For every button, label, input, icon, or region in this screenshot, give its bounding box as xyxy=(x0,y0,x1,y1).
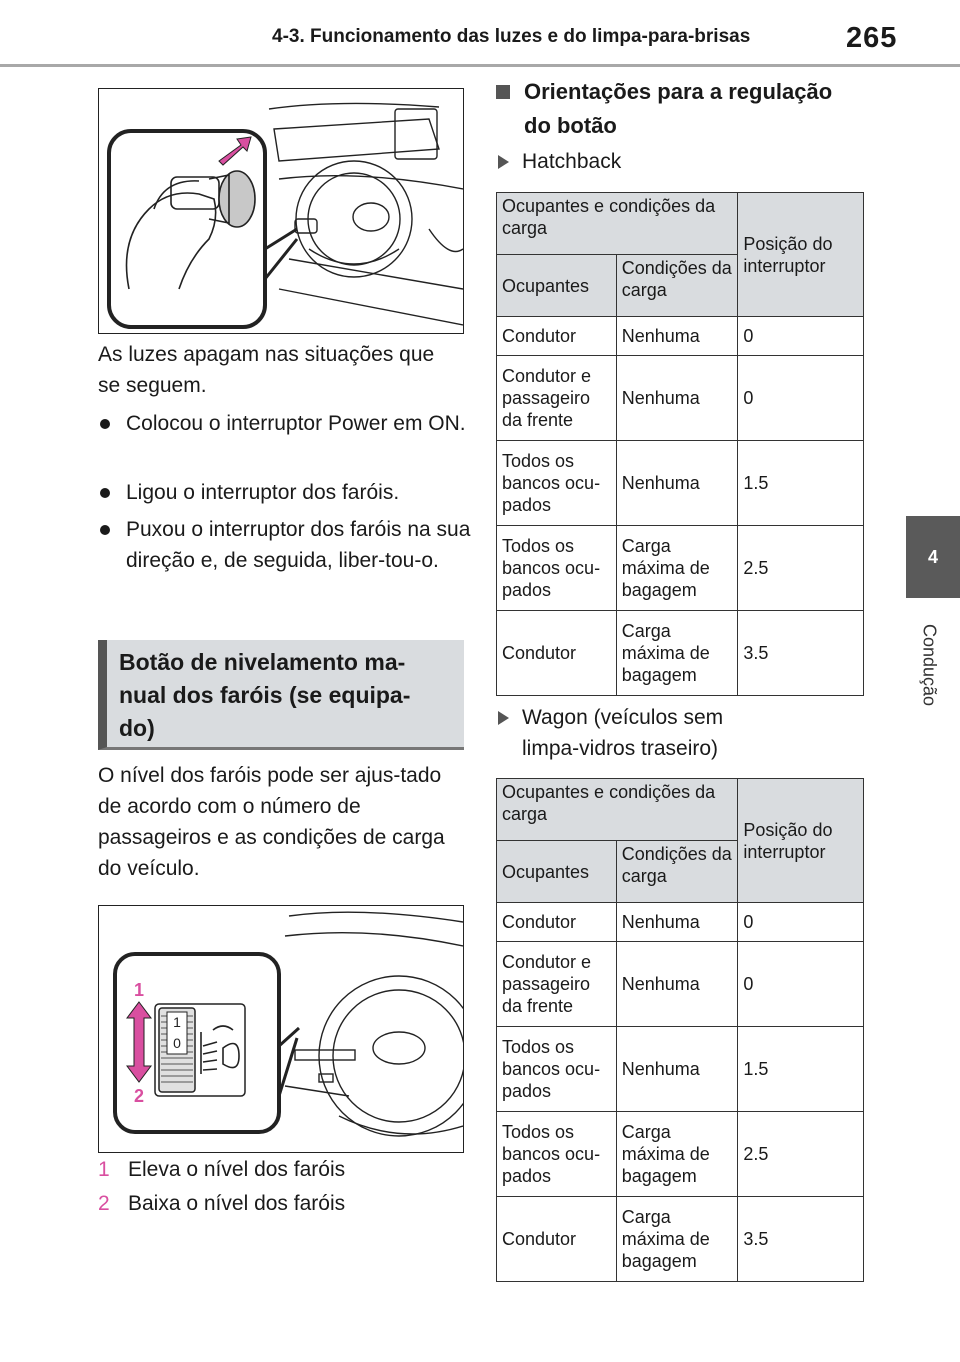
list-item: Ligou o interruptor dos faróis. xyxy=(100,477,482,508)
table-row: Condutor Carga máxima de bagagem 3.5 xyxy=(497,611,864,696)
table-row: Condutor Carga máxima de bagagem 3.5 xyxy=(497,1197,864,1282)
table-row: Todos os bancos ocu-pados Nenhuma 1.5 xyxy=(497,441,864,526)
table-row: Condutor Nenhuma 0 xyxy=(497,317,864,356)
label-up: 1 xyxy=(133,980,145,1000)
table-row: Todos os bancos ocu-pados Carga máxima de bagagem 2.5 xyxy=(497,1112,864,1197)
table-header: Ocupantes e condições da carga xyxy=(497,193,738,255)
section-title: 4-3. Funcionamento das luzes e do limpa-para-brisas xyxy=(272,26,751,47)
leveling-dial-figure xyxy=(98,905,464,1153)
bullet-icon xyxy=(100,419,110,429)
section-heading: Botão de nivelamento ma- nual dos faróis (se equipa- do) xyxy=(98,640,464,750)
headlight-switch-figure xyxy=(98,88,464,334)
table-header: Condições da carga xyxy=(616,841,738,903)
triangle-bullet-icon xyxy=(498,155,509,169)
table-row: Todos os bancos ocu-pados Carga máxima de bagagem 2.5 xyxy=(497,526,864,611)
square-bullet-icon xyxy=(496,85,510,99)
list-item: Colocou o interruptor Power em ON. xyxy=(100,408,482,439)
bullet-icon xyxy=(100,488,110,498)
table-row: Condutor Nenhuma 0 xyxy=(497,903,864,942)
leveling-dial-illustration xyxy=(99,906,463,1152)
table-header: Condições da carga xyxy=(616,255,738,317)
headlight-switch-illustration xyxy=(99,89,463,333)
wagon-table xyxy=(496,778,864,1282)
table-header: Ocupantes e condições da carga xyxy=(497,779,738,841)
table-header: Ocupantes xyxy=(497,255,617,317)
triangle-bullet-icon xyxy=(498,711,509,725)
list-item: Puxou o interruptor dos faróis na sua direção e, de seguida, liber-tou-o. xyxy=(100,514,476,576)
section-text: O nível dos faróis pode ser ajus-tado de acordo com o número de passageiros e as condições de carga do veículo. xyxy=(98,764,445,880)
table-header: Posição do interruptor xyxy=(738,193,864,317)
subsection-heading: Orientações para a regulação do botão xyxy=(496,75,904,143)
table-row: Condutor e passageiro da frente Nenhuma 0 xyxy=(497,942,864,1027)
hatchback-label: Hatchback xyxy=(496,146,621,177)
page-number: 265 xyxy=(846,22,898,54)
header-rule xyxy=(0,64,960,67)
chapter-label: Condução xyxy=(919,623,940,707)
table-row: Todos os bancos ocu-pados Nenhuma 1.5 xyxy=(497,1027,864,1112)
hatchback-table xyxy=(496,192,864,696)
intro-text: As luzes apagam nas situações que se seguem. xyxy=(98,343,435,397)
label-down: 2 xyxy=(133,1086,145,1106)
dial-mark-bottom: 0 xyxy=(173,1035,181,1051)
table-row: Condutor e passageiro da frente Nenhuma 0 xyxy=(497,356,864,441)
wagon-label: Wagon (veículos sem limpa-vidros traseiro) xyxy=(496,702,723,764)
chapter-tab[interactable]: 4 xyxy=(906,516,960,598)
table-header: Ocupantes xyxy=(497,841,617,903)
dial-mark-top: 1 xyxy=(173,1014,181,1030)
table-header: Posição do interruptor xyxy=(738,779,864,903)
legend-item: 1 Eleva o nível dos faróis xyxy=(98,1158,346,1181)
bullet-icon xyxy=(100,525,110,535)
legend-item: 2 Baixa o nível dos faróis xyxy=(98,1192,346,1215)
